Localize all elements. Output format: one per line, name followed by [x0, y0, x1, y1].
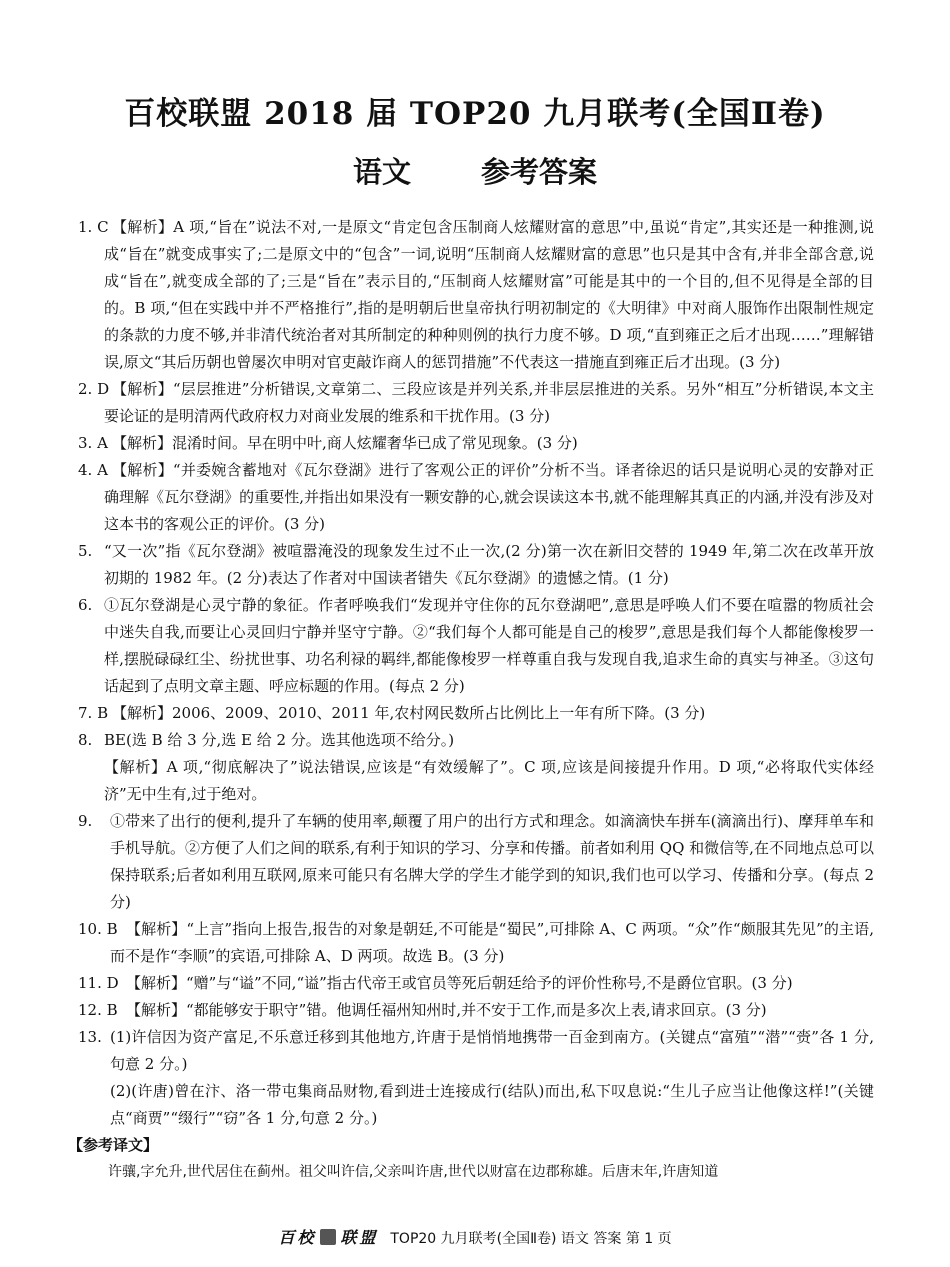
item-number: 10. B: [78, 920, 118, 938]
answer-item-11: [78, 970, 874, 997]
item-number: 6.: [78, 596, 93, 614]
answer-item-12: [78, 997, 874, 1024]
item-text: 【解析】A 项,“旨在”说法不对,一是原文“肯定包含压制商人炫耀财富的意思”中,虽说“肯定”,其实还是一种推测,说成“旨在”就变成事实了;二是原文中的“包含”一词,说明“压制商人炫耀财富的意思”也只是其中含有,并非全部含意,说成“旨在”,就变成全部的了;三是“旨在”表示目的,“压制商人炫耀财富”可能是其中的一个目的,但不见得是全部的目的。B 项,“但在实践中并不严格推行”,指的是明朝后世皇帝执行明初制定的《大明律》中对商人服饰作出限制性规定的条款的力度不够,并非清代统治者对其所制定的种种则例的执行力度不够。D 项,“直到雍正之后才出现……”理解错误,原文“其后历朝也曾屡次申明对官吏敲诈商人的惩罚措施”不代表这一措施直到雍正后才出现。(3 分): [104, 218, 874, 371]
answer-item-13-part2: (2)(许唐)曾在汴、洛一带屯集商品财物,看到进士连接成行(结队)而出,私下叹息说:“生儿子应当让他像这样!”(关键点“商贾”“缀行”“窃”各 1 分,句意 2 分。): [110, 1082, 874, 1127]
answer-item-3: [78, 430, 874, 457]
answer-item-1: [78, 214, 874, 376]
item-text: 【解析】“并委婉含蓄地对《瓦尔登湖》进行了客观公正的评价”分析不当。译者徐迟的话只是说明心灵的安静对正确理解《瓦尔登湖》的重要性,并指出如果没有一颗安静的心,就会误读这本书,就不能理解其真正的内涵,并没有涉及对这本书的客观公正的评价。(3 分): [104, 461, 874, 533]
translation-text: 许骧,字允升,世代居住在蓟州。祖父叫许信,父亲叫许唐,世代以财富在边郡称雄。后唐末年,许唐知道: [108, 1164, 719, 1180]
item-number: 4. A: [78, 461, 108, 479]
item-number: 9.: [78, 812, 93, 830]
translation-heading: 【参考译文】: [68, 1136, 159, 1154]
item-number: 11. D: [78, 974, 119, 992]
item-number: 13.: [78, 1028, 102, 1046]
answer-item-6: [78, 592, 874, 700]
page-footer: [0, 1225, 950, 1248]
item-text: ①带来了出行的便利,提升了车辆的使用率,颠覆了用户的出行方式和理念。如滴滴快车拼车(滴滴出行)、摩拜单车和手机导航。②方便了人们之间的联系,有利于知识的学习、分享和传播。前者如利用 QQ 和微信等,在不同地点总可以保持联系;后者如利用互联网,原来可能只有名牌大学的学生才能学到的知识,我们也可以学习、传播和分享。(每点 2 分): [110, 812, 874, 911]
footer-logo: 百校 联盟: [278, 1228, 379, 1247]
item-text: BE(选 B 给 3 分,选 E 给 2 分。选其他选项不给分。): [104, 731, 455, 749]
answer-item-13: [78, 1024, 874, 1078]
answer-item-4: [78, 457, 874, 538]
subject-label: 语文: [352, 155, 411, 189]
item-number: 5.: [78, 542, 93, 560]
answer-label: 参考答案: [481, 155, 598, 189]
item-text: (1)许信因为资产富足,不乐意迁移到其他地方,许唐于是悄悄地携带一百金到南方。(关键点“富殖”“潜”“赍”各 1 分,句意 2 分。): [110, 1028, 874, 1073]
logo-seal-icon: [320, 1229, 336, 1245]
item-number: 7. B: [78, 704, 109, 722]
footer-text: TOP20 九月联考(全国Ⅱ卷) 语文 答案 第 1 页: [390, 1231, 672, 1247]
item-text: ①瓦尔登湖是心灵宁静的象征。作者呼唤我们“发现并守住你的瓦尔登湖吧”,意思是呼唤人们不要在喧嚣的物质社会中迷失自我,而要让心灵回归宁静并坚守宁静。②“我们每个人都可能是自己的梭罗”,意思是我们每个人都能像梭罗一样,摆脱碌碌红尘、纷扰世事、功名利禄的羁绊,都能像梭罗一样尊重自我与发现自我,追求生命的真实与神圣。③这句话起到了点明文章主题、呼应标题的作用。(每点 2 分): [104, 596, 874, 695]
answer-item-8: [78, 727, 874, 754]
page-subtitle: [0, 150, 950, 191]
answer-item-10: [78, 916, 874, 970]
item-text: 【解析】“上言”指向上报告,报告的对象是朝廷,不可能是“蜀民”,可排除 A、C 两项。“众”作“颇服其先见”的主语,而不是作“李顺”的宾语,可排除 A、D 两项。故选 B。(3 分): [110, 920, 874, 965]
item-number: 8.: [78, 731, 93, 749]
item-text: 【解析】2006、2009、2010、2011 年,农村网民数所占比例比上一年有所下降。(3 分): [112, 704, 706, 722]
item-number: 12. B: [78, 1001, 118, 1019]
item-number: 2. D: [78, 380, 110, 398]
item-text: “又一次”指《瓦尔登湖》被喧嚣淹没的现象发生过不止一次,(2 分)第一次在新旧交替的 1949 年,第二次在改革开放初期的 1982 年。(2 分)表达了作者对中国读者错失《瓦尔登湖》的遗憾之情。(1 分): [104, 542, 874, 587]
item-number: 3. A: [78, 434, 108, 452]
answer-item-9: [78, 808, 874, 916]
answer-item-7: [78, 700, 874, 727]
item-text: 【解析】“都能够安于职守”错。他调任福州知州时,并不安于工作,而是多次上表,请求回京。(3 分): [126, 1001, 767, 1019]
answer-item-2: [78, 376, 874, 430]
item-number: 1. C: [78, 218, 109, 236]
item-text: 【解析】“赠”与“谥”不同,“谥”指古代帝王或官员等死后朝廷给予的评价性称号,不是爵位官职。(3 分): [126, 974, 793, 992]
item-text: 【解析】“层层推进”分析错误,文章第二、三段应该是并列关系,并非层层推进的关系。另外“相互”分析错误,本文主要论证的是明清两代政府权力对商业发展的维系和干扰作用。(3 分): [104, 380, 874, 425]
page-title: 百校联盟 2018 届 TOP20 九月联考(全国Ⅱ卷): [124, 96, 826, 132]
answer-item-5: [78, 538, 874, 592]
item-text: 【解析】混淆时间。早在明中叶,商人炫耀奢华已成了常见现象。(3 分): [112, 434, 578, 452]
answer-content: [68, 214, 874, 1186]
answer-item-8-analysis: 【解析】A 项,“彻底解决了”说法错误,应该是“有效缓解了”。C 项,应该是间接提升作用。D 项,“必将取代实体经济”无中生有,过于绝对。: [104, 758, 874, 803]
